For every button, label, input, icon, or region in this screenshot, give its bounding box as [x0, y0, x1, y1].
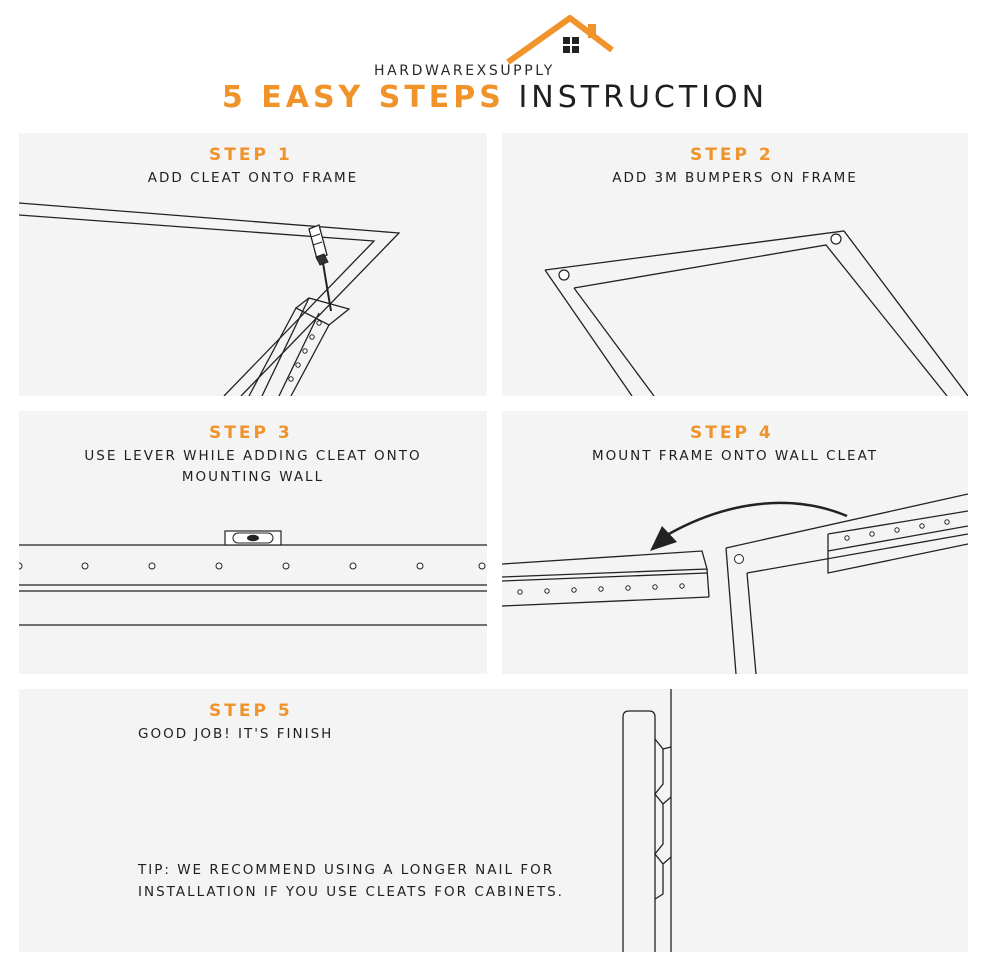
step-4-label: STEP 4: [690, 423, 774, 443]
title-highlight: 5 EASY STEPS: [221, 80, 505, 115]
title-rest: INSTRUCTION: [518, 80, 769, 115]
page-title: [0, 80, 990, 115]
brand-name: HARDWAREXSUPPLY: [374, 63, 555, 79]
step-2-text: ADD 3M BUMPERS ON FRAME: [612, 170, 858, 186]
step-5-panel: [19, 689, 968, 952]
step-5-text: GOOD JOB! IT'S FINISH: [138, 726, 334, 742]
step-1-label: STEP 1: [209, 145, 293, 165]
step-1-panel: [19, 133, 487, 396]
brand-logo: [0, 10, 990, 80]
level-tool-icon: [225, 531, 281, 545]
step-1-text: ADD CLEAT ONTO FRAME: [147, 170, 359, 186]
tip-text: TIP: WE RECOMMEND USING A LONGER NAIL FOR INSTALLATION IF YOU USE CLEATS FOR CABINETS.: [138, 862, 564, 900]
step-3-label: STEP 3: [209, 423, 293, 443]
step-4-text: MOUNT FRAME ONTO WALL CLEAT: [591, 448, 879, 464]
step-4-panel: [502, 411, 968, 674]
step-3-text: USE LEVER WHILE ADDING CLEAT ONTO MOUNTING WALL: [84, 448, 422, 485]
step-3-panel: [19, 411, 487, 674]
step-2-panel: [502, 133, 968, 396]
bumper-icon: [559, 234, 841, 280]
step-2-label: STEP 2: [690, 145, 774, 165]
step-5-label: STEP 5: [209, 701, 293, 721]
